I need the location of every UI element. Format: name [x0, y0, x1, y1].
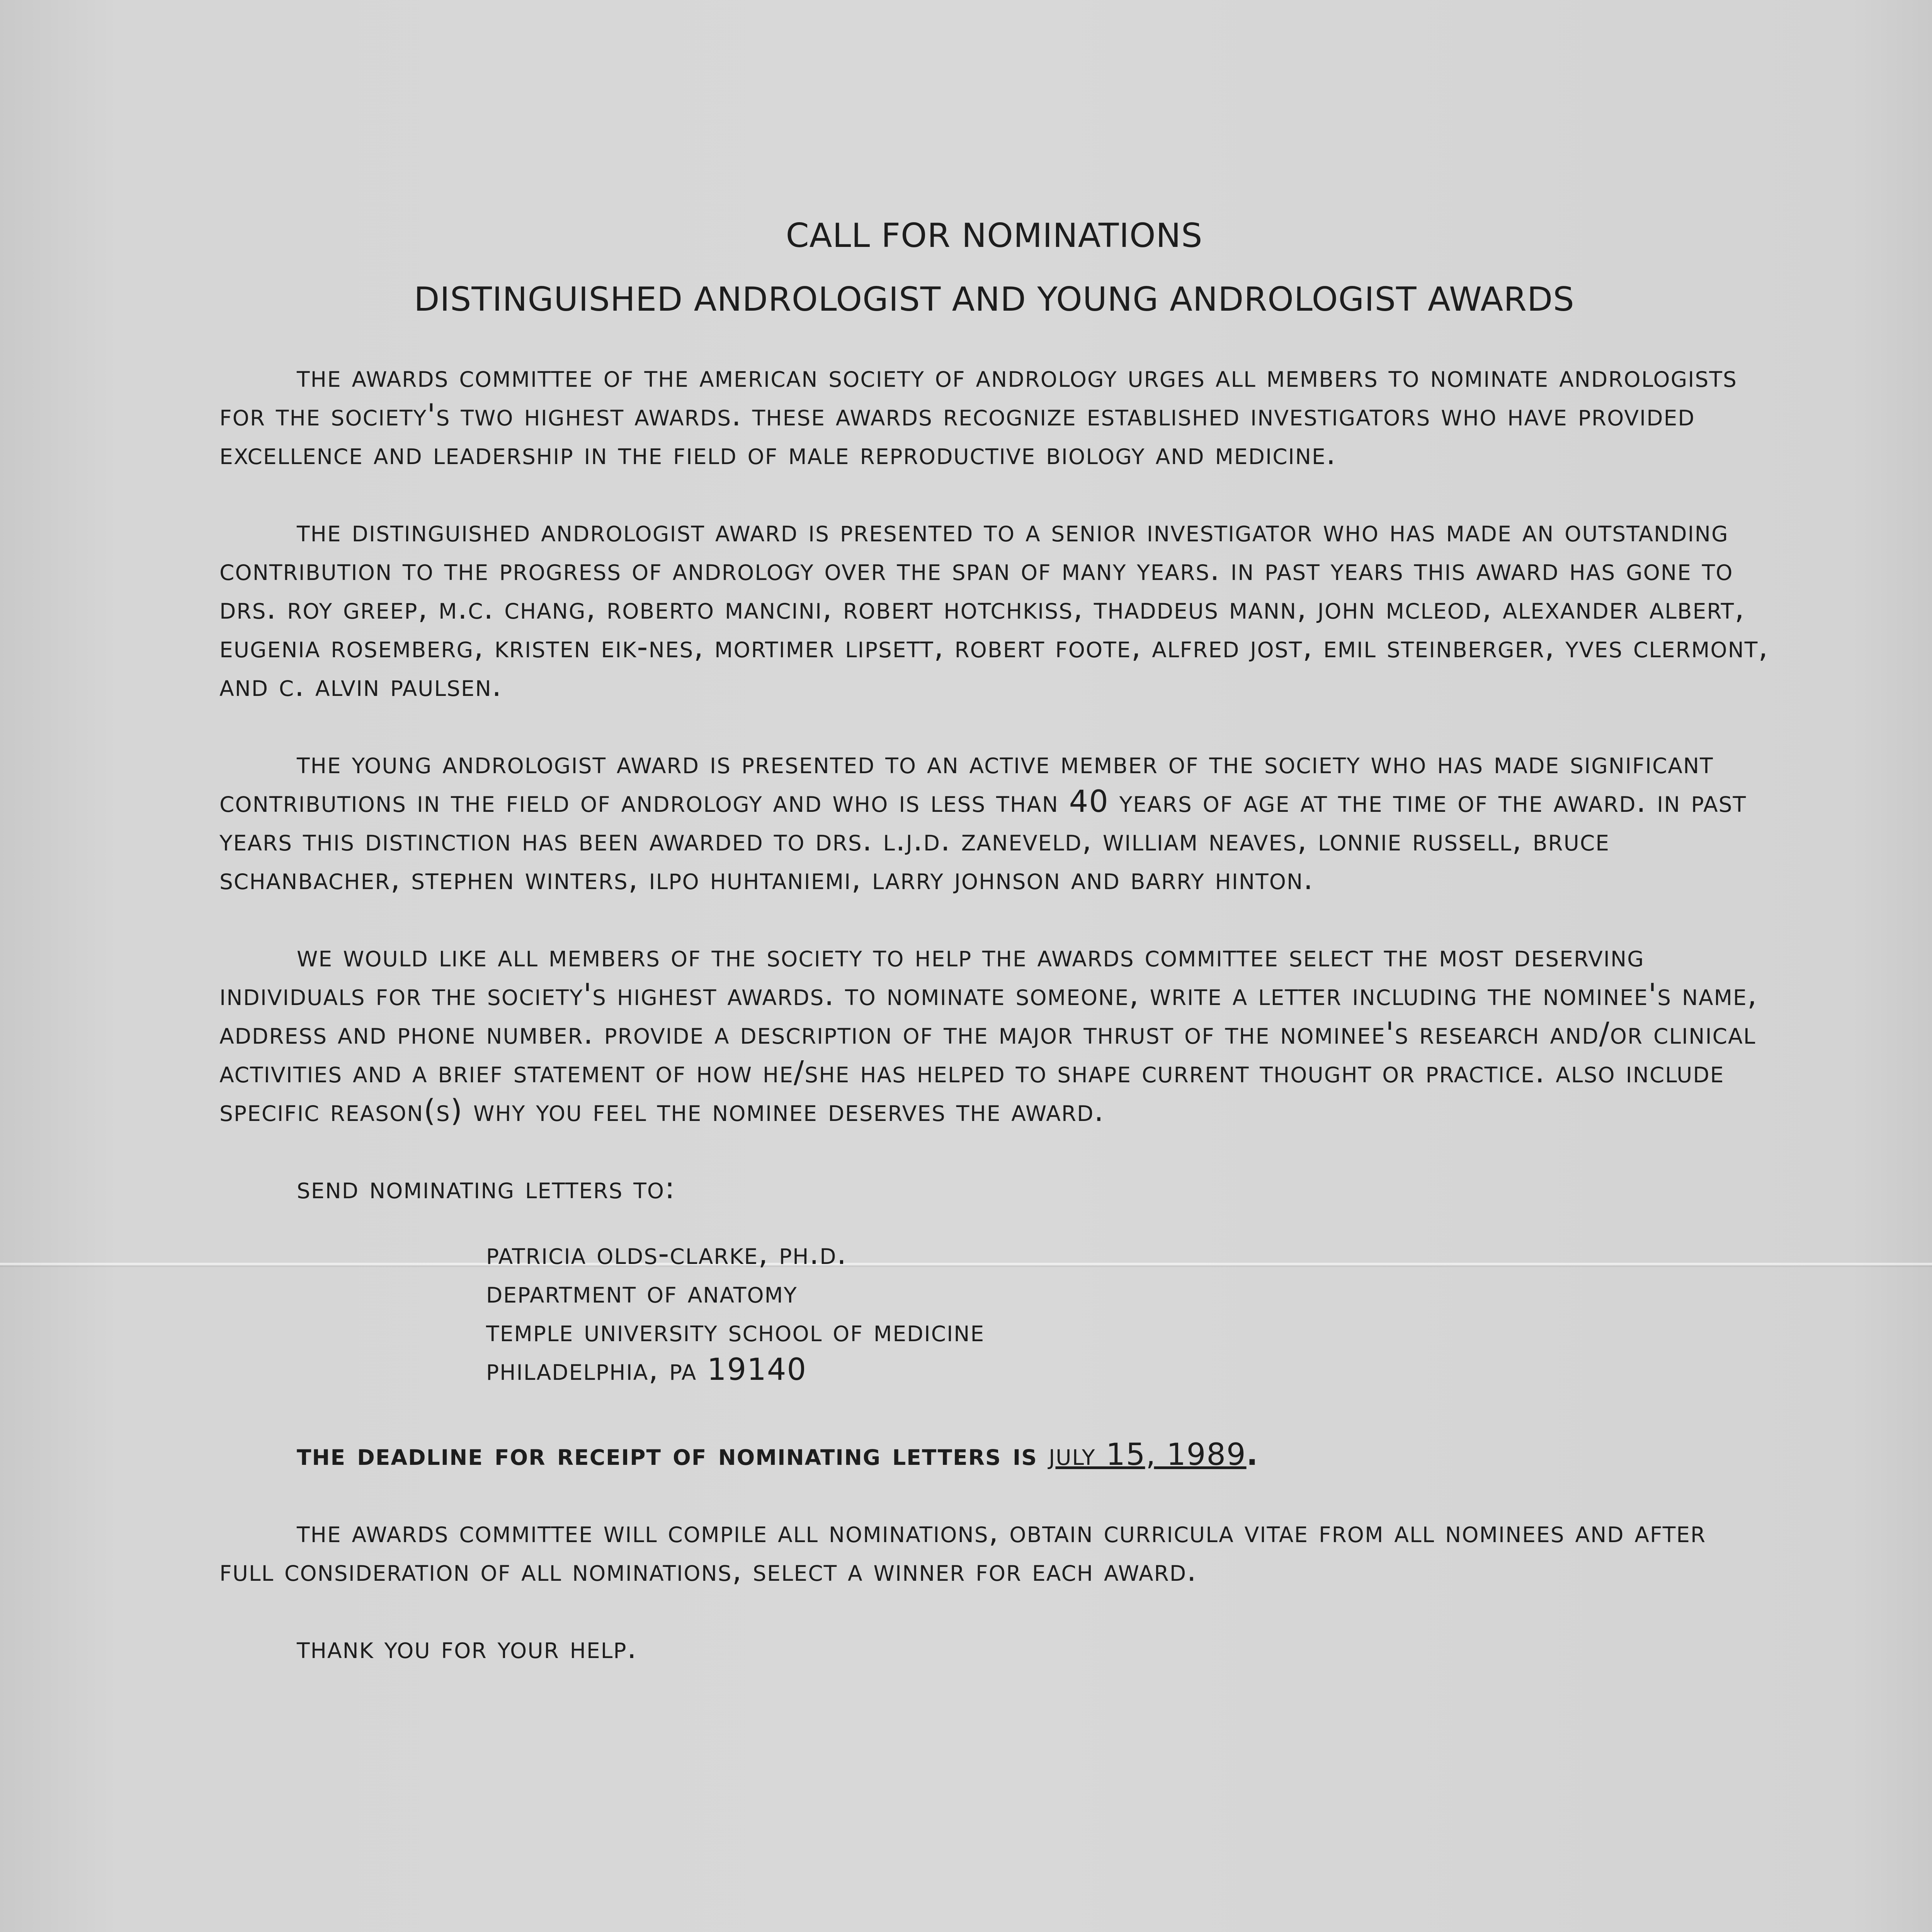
paragraph-young-award: the young andrologist award is presented to an active member of the society who has made significant contributions in the field of andrology and who is less than 40 years of age at the time of the award. in past years this distinction has been awarded to drs. l.j.d. zaneveld, william neaves, lonnie russell, bruce schanbacher, stephen winters, ilpo huhtaniemi, larry johnson and barry hinton. [219, 746, 1747, 896]
paragraph-nomination-instructions: we would like all members of the society to help the awards committee select the most deserving individuals for the society's highest awards. to nominate someone, write a letter including the nominee's name, address and phone number. provide a description of the major thrust of the nominee's research and/or clinical activities and a brief statement of how he/she has helped to shape current thought or practice. also include specific reason(s) why you feel the nominee deserves the award. [219, 939, 1758, 1128]
address-line-institution: temple university school of medicine [486, 1314, 985, 1349]
deadline-statement [219, 1435, 1769, 1474]
address-line-city: philadelphia, pa 19140 [486, 1352, 807, 1387]
deadline-period: . [1246, 1437, 1259, 1472]
paragraph-thanks: thank you for your help. [297, 1631, 638, 1665]
paragraph-intro: the awards committee of the american society of andrology urges all members to nominate andrologists for the society's two highest awards. these awards recognize established investigators who have provided excellence and leadership in the field of male reproductive biology and medicine. [219, 359, 1737, 471]
paragraph-send-to: send nominating letters to: [297, 1171, 676, 1206]
paragraph-distinguished-award: the distinguished andrologist award is presented to a senior investigator who has made an outstanding contribution to the progress of andrology over the span of many years. in past years this award has gone to drs. roy greep, m.c. chang, roberto mancini, robert hotchkiss, thaddeus mann, john mcleod, alexander albert, eugenia rosemberg, kristen eik-nes, mortimer lipsett, robert foote, alfred jost, emil steinberger, yves clermont, and c. alvin paulsen. [219, 514, 1769, 703]
paragraph-committee-process: the awards committee will compile all nominations, obtain curricula vitae from all nominees and after full consideration of all nominations, select a winner for each award. [219, 1515, 1706, 1588]
deadline-text: the deadline for receipt of nominating letters is [297, 1437, 1037, 1472]
mailing-address [486, 1235, 1769, 1389]
document-subtitle: DISTINGUISHED ANDROLOGIST AND YOUNG ANDROLOGIST AWARDS [414, 280, 1575, 319]
address-line-department: department of anatomy [486, 1275, 798, 1310]
document-title: CALL FOR NOMINATIONS [786, 216, 1203, 255]
address-line-name: patricia olds-clarke, ph.d. [486, 1236, 847, 1271]
deadline-date: july 15, 1989 [1049, 1437, 1247, 1472]
letter-body [219, 216, 1769, 1706]
